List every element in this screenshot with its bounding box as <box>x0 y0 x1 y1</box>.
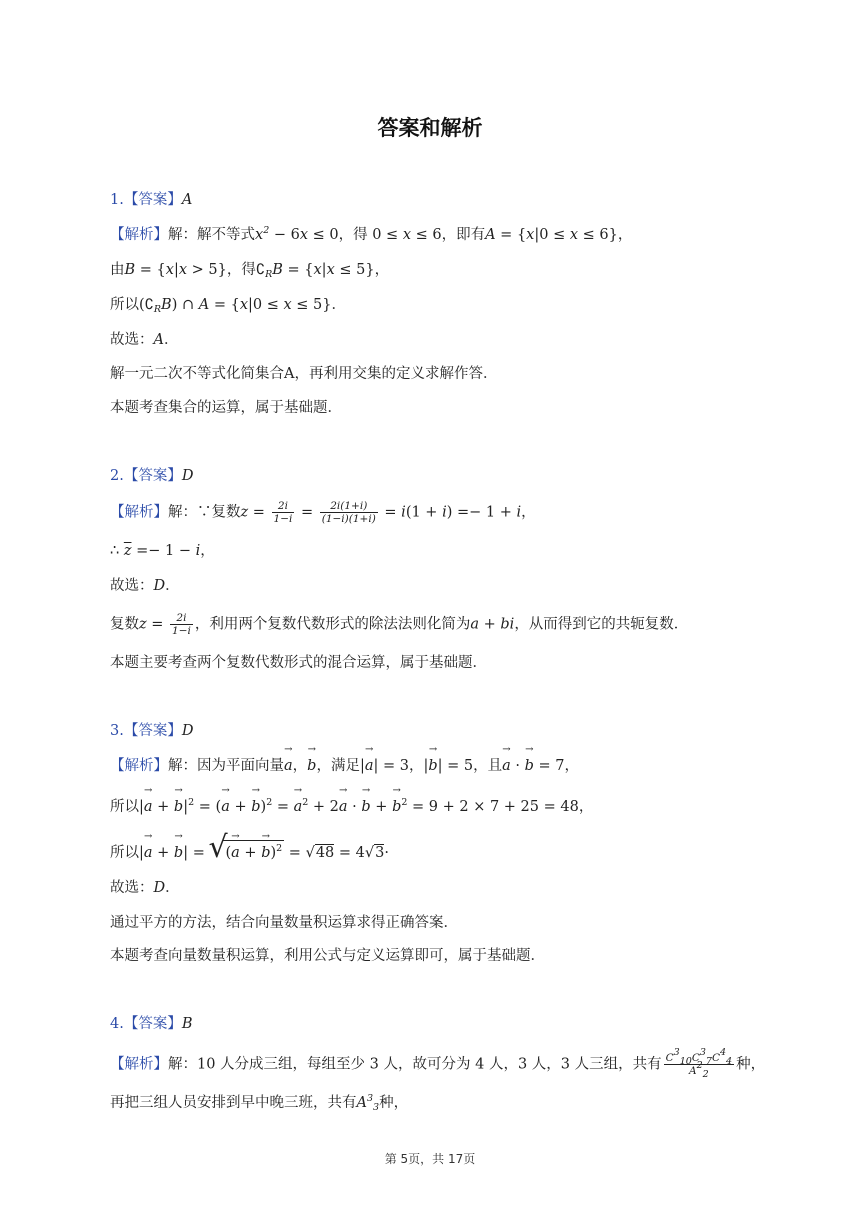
q3-analysis-line-2: 所以|→ a + → $b|^2$ = (→ a + → b)$^2$ = → $a^2 + 2\to a$ · → b + → $b^2 = 9 + 2 \times 7 + 25 = 48$， <box>110 797 593 817</box>
q2-analysis-line-4: 复数z = $\frac{2i}{1-i}$ ，利用两个复数代数形式的除法法则化简为a + bi，从而得到它的共轭复数． <box>110 612 689 637</box>
q2-analysis-line-1: 【解析】解：∵复数z = $\frac{2i}{1-i}$ = $\frac{2i(1+i)}{(1-i)(1+i)}$ = i(1 + i) =− 1 + i， <box>110 500 536 525</box>
q1-answer-line <box>110 190 192 210</box>
q3-analysis-line-4: 故选：D． <box>110 880 180 896</box>
q3-number: 3. <box>110 723 124 739</box>
analysis-tag: 【解析】 <box>110 227 168 243</box>
q3-answer: D <box>181 723 194 739</box>
q3-analysis-line-6: 本题考查向量数量积运算，利用公式与定义运算即可，属于基础题． <box>110 948 545 964</box>
page-title: 答案和解析 <box>377 116 483 140</box>
q3-analysis-line-3: 所以|→ a + → b| = √ (→ a + → b)$^2$ = √48 = 4√3· <box>110 840 389 863</box>
q4-analysis-line-1: 【解析】解：10 人分成三组，每组至少 3 人，故可分为 4 人，3 人，3 人三组，共有 $\frac{C^3_{10}C^3_7C^4_4}{A^2_2}$ 种， <box>110 1047 766 1080</box>
q3-answer-line: 3.【答案】D <box>110 723 194 739</box>
answer-tag: 【答案】 <box>123 192 182 208</box>
q2-analysis-line-3: 故选：D． <box>110 578 180 594</box>
q2-number: 2. <box>110 468 124 484</box>
q2-answer-line: 2.【答案】D <box>110 468 194 484</box>
q1-analysis-line-3: 所以$(∁_RB)$ ∩ A = {x|0 ≤ x ≤ 5}． <box>110 297 346 315</box>
q1-analysis-line-1: 【解析】解：解不等式$x^2 - 6x \le 0$，得 0 ≤ x ≤ 6，即有A = {x|0 ≤ x ≤ 6}， <box>110 225 633 243</box>
q2-analysis-line-2: ∴ $\overline{z} =- 1 - i$， <box>110 543 215 559</box>
q3-analysis-line-5: 通过平方的方法，结合向量数量积运算求得正确答案． <box>110 915 458 931</box>
q4-answer: B <box>181 1016 193 1032</box>
q4-answer-line: 4.【答案】B <box>110 1016 193 1032</box>
q1-number: 1. <box>110 192 124 208</box>
q1-analysis-line-4: 故选：A． <box>110 332 179 348</box>
q1-analysis-line-6: 本题考查集合的运算，属于基础题． <box>110 400 342 416</box>
q1-analysis-line-2: 由B = {x|x > 5}，得$∁_RB = \{x|x \le 5\}$， <box>110 262 390 280</box>
q1-analysis-line-5: 解一元二次不等式化简集合A，再利用交集的定义求解作答． <box>110 366 498 382</box>
q3-analysis-line-1: 【解析】解：因为平面向量→ a，→ b，满足|→ a| = 3，|→ b| = 5，且→ a · → b = 7， <box>110 756 579 776</box>
q2-answer: D <box>181 468 194 484</box>
page-footer: 第 5页，共 17页 <box>384 1152 476 1166</box>
q4-analysis-line-2: 再把三组人员安排到早中晚三班，共有$A^3_3$种， <box>110 1093 409 1113</box>
q2-analysis-line-5: 本题主要考查两个复数代数形式的混合运算，属于基础题． <box>110 655 487 671</box>
q4-number: 4. <box>110 1016 124 1032</box>
q1-answer: A <box>181 192 193 208</box>
